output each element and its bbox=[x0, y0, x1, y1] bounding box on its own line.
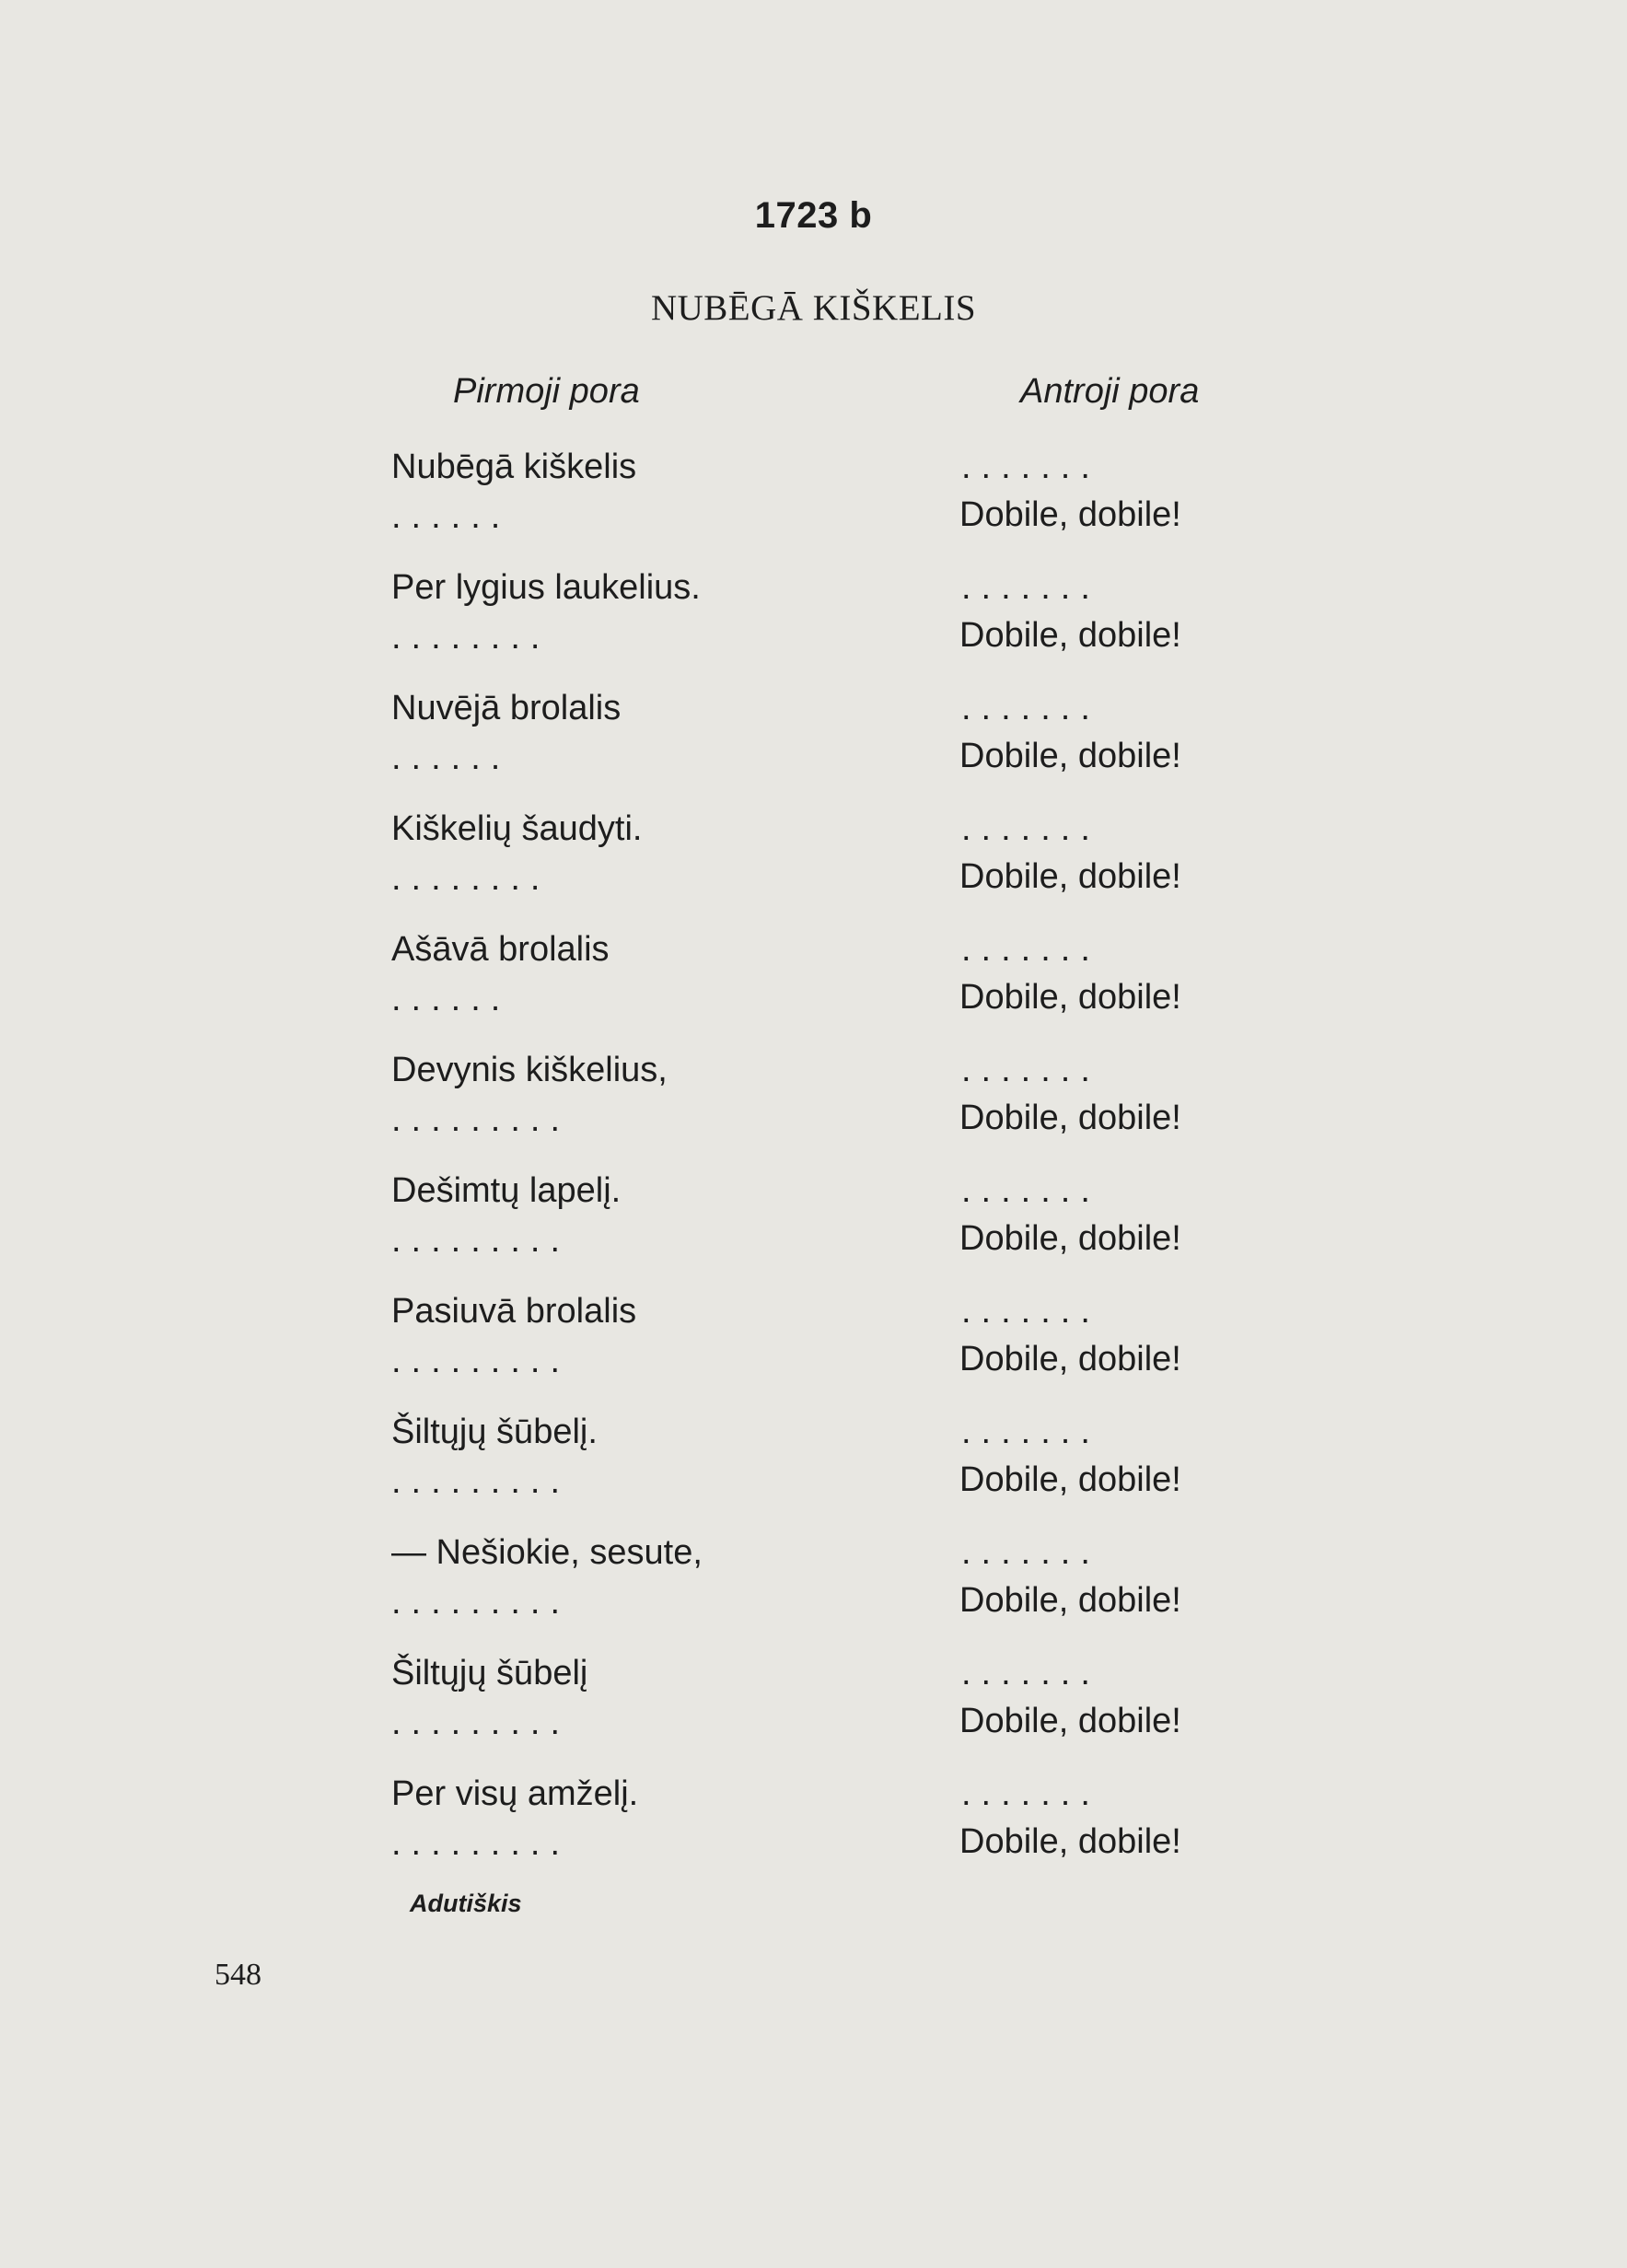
verse-line: Šiltųjų šūbelį bbox=[391, 1654, 588, 1692]
refrain-ellipsis: ....... bbox=[961, 1051, 1100, 1089]
stanza-list bbox=[0, 448, 1627, 1895]
refrain-line: Dobile, dobile! bbox=[959, 495, 1181, 534]
verse-line: — Nešiokie, sesute, bbox=[391, 1533, 703, 1572]
verse-line: Ašāvā brolalis bbox=[391, 930, 610, 969]
refrain-ellipsis: ....... bbox=[961, 1413, 1100, 1451]
refrain-ellipsis: ....... bbox=[961, 930, 1100, 969]
refrain-ellipsis: ....... bbox=[961, 1171, 1100, 1210]
refrain-line: Dobile, dobile! bbox=[959, 1219, 1181, 1258]
refrain-ellipsis: ....... bbox=[961, 568, 1100, 607]
verse-line: Nuvējā brolalis bbox=[391, 689, 622, 727]
refrain-line: Dobile, dobile! bbox=[959, 1822, 1181, 1861]
verse-ellipsis: ...... bbox=[391, 497, 511, 536]
refrain-ellipsis: ....... bbox=[961, 809, 1100, 848]
verse-ellipsis: ......... bbox=[391, 1462, 571, 1501]
stanza bbox=[0, 448, 1627, 568]
place-of-recording: Adutiškis bbox=[410, 1890, 522, 1917]
refrain-line: Dobile, dobile! bbox=[959, 1702, 1181, 1740]
verse-line: Šiltųjų šūbelį. bbox=[391, 1413, 598, 1451]
verse-ellipsis: ......... bbox=[391, 1221, 571, 1260]
verse-ellipsis: ......... bbox=[391, 1704, 571, 1742]
stanza bbox=[0, 1774, 1627, 1895]
refrain-ellipsis: ....... bbox=[961, 1292, 1100, 1331]
stanza bbox=[0, 1533, 1627, 1654]
verse-line: Devynis kiškelius, bbox=[391, 1051, 668, 1089]
verse-ellipsis: ......... bbox=[391, 1583, 571, 1622]
verse-line: Dešimtų lapelį. bbox=[391, 1171, 622, 1210]
refrain-line: Dobile, dobile! bbox=[959, 737, 1181, 775]
stanza bbox=[0, 568, 1627, 689]
verse-ellipsis: ........ bbox=[391, 618, 551, 657]
verse-ellipsis: ...... bbox=[391, 980, 511, 1018]
verse-ellipsis: ......... bbox=[391, 1100, 571, 1139]
verse-line: Per visų amželį. bbox=[391, 1774, 639, 1813]
song-number: 1723 b bbox=[754, 195, 873, 236]
verse-line: Kiškelių šaudyti. bbox=[391, 809, 643, 848]
refrain-line: Dobile, dobile! bbox=[959, 1099, 1181, 1137]
stanza bbox=[0, 689, 1627, 809]
verse-ellipsis: ...... bbox=[391, 739, 511, 777]
stanza bbox=[0, 930, 1627, 1051]
refrain-line: Dobile, dobile! bbox=[959, 857, 1181, 896]
refrain-line: Dobile, dobile! bbox=[959, 1460, 1181, 1499]
verse-ellipsis: ........ bbox=[391, 859, 551, 898]
refrain-line: Dobile, dobile! bbox=[959, 1340, 1181, 1378]
stanza bbox=[0, 1292, 1627, 1413]
refrain-ellipsis: ....... bbox=[961, 1654, 1100, 1692]
refrain-line: Dobile, dobile! bbox=[959, 1581, 1181, 1620]
page-number: 548 bbox=[215, 1958, 261, 1992]
refrain-line: Dobile, dobile! bbox=[959, 616, 1181, 655]
column-header-first-pair: Pirmoji pora bbox=[453, 372, 640, 411]
verse-ellipsis: ......... bbox=[391, 1824, 571, 1863]
stanza bbox=[0, 1654, 1627, 1774]
verse-line: Per lygius laukelius. bbox=[391, 568, 701, 607]
verse-line: Nubēgā kiškelis bbox=[391, 448, 637, 486]
column-header-second-pair: Antroji pora bbox=[1020, 372, 1200, 411]
refrain-ellipsis: ....... bbox=[961, 1533, 1100, 1572]
refrain-ellipsis: ....... bbox=[961, 448, 1100, 486]
stanza bbox=[0, 1171, 1627, 1292]
stanza bbox=[0, 809, 1627, 930]
song-title: NUBĒGĀ KIŠKELIS bbox=[650, 288, 977, 328]
verse-line: Pasiuvā brolalis bbox=[391, 1292, 637, 1331]
verse-ellipsis: ......... bbox=[391, 1342, 571, 1380]
stanza bbox=[0, 1051, 1627, 1171]
refrain-line: Dobile, dobile! bbox=[959, 978, 1181, 1017]
stanza bbox=[0, 1413, 1627, 1533]
refrain-ellipsis: ....... bbox=[961, 689, 1100, 727]
refrain-ellipsis: ....... bbox=[961, 1774, 1100, 1813]
